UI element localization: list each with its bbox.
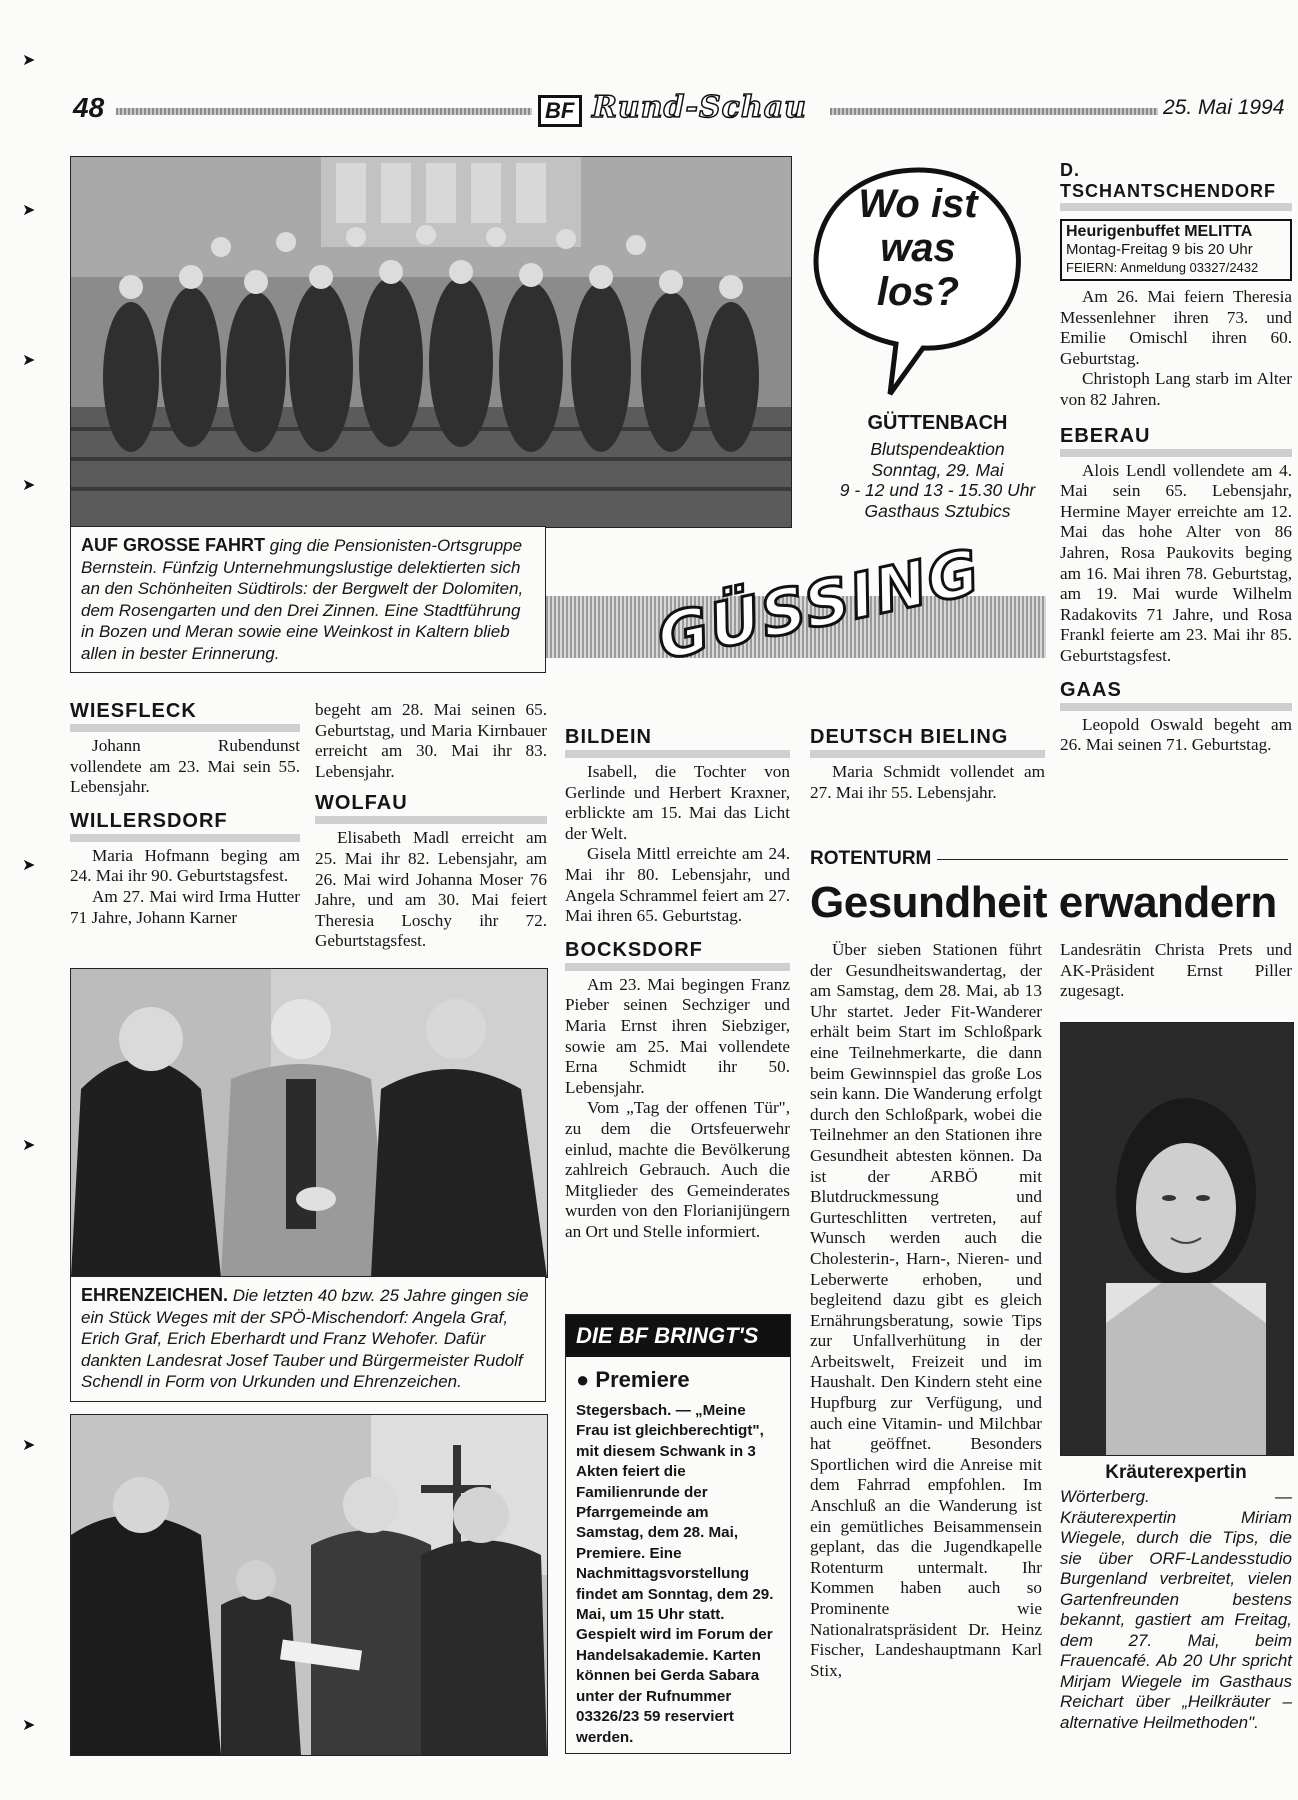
paragraph: Elisabeth Madl erreicht am 25. Mai ihr 82. Lebensjahr, am 26. Mai wird Johanna Moser 76 Jahre, und am 30. Mai feiert Theresia Loschy ihr 72. Geburtstagsfest. (315, 828, 547, 951)
kraeuter-title: Kräuterexpertin (1105, 1462, 1247, 1483)
paragraph: Isabell, die Tochter von Gerlinde und Herbert Kraxner, erblickte am 15. Mai das Licht der Welt. (565, 762, 790, 843)
paragraph: Am 23. Mai begingen Franz Pieber seinen Sechziger und Maria Ernst ihren Siebziger, sowie am 25. Mai vollendete Erna Schmidt ihr 50. Lebensjahr. (565, 974, 790, 1097)
ceremony-photo-image (71, 1415, 547, 1755)
wolfau-text (315, 828, 547, 952)
speech-bubble (808, 162, 1028, 397)
wiesfleck-text (70, 736, 300, 798)
melitta-ad (1060, 219, 1292, 281)
margin-mark: ➤ (22, 352, 36, 369)
gaas-text (1060, 715, 1292, 756)
column-4-top (810, 726, 1045, 803)
bocksdorf-text (565, 975, 790, 1243)
section-heading: WIESFLECK (70, 700, 300, 732)
award-photo-image (71, 969, 547, 1277)
margin-mark: ➤ (22, 202, 36, 219)
column-2 (315, 700, 547, 952)
rotenturm-kicker: ROTENTURM (810, 848, 937, 869)
paragraph: Landesrätin Christa Prets und AK-Präsident Ernst Piller zugesagt. (1060, 940, 1292, 1001)
header-rule-left (116, 108, 532, 115)
paragraph: Über sieben Stationen führt der Gesundheitswandertag, der am Samstag, dem 28. Mai, ab 13 Uhr startet. Jeder Fit-Wanderer erhält beim Start im Schloßpark eine Teilnehmerkarte, die dann beim Gewinnspiel das große Los sein kann. Die Wanderung erfolgt durch den Schloßpark, wobei die Teilnehmer an den Stationen ihre Gesundheit abtesten können. Da ist der ARBÖ mit Blutdruckmessung und Gurteschlitten vertreten, auf Wunsch werden auch die Cholesterin-, Harn-, Nieren- und Leberwerte erhoben, und begleitend dazu gibt es gleich Ernährungsberatung, sowie Tips zur Unfallverhütung in der Arbeitswelt, Freizeit und im Haushalt. Den Kindern steht eine Hupfburg zur Verfügung, und auch eine Vitamin- und Milchbar hat geöffnet. Besonders Sportlichen wird die Anreise mit dem Fahrrad empfohlen. Im Anschluß an die Wanderung ist ein gemütliches Beisammensein geplant, das die Jugendkapelle Rotenturm untermalt. Ihr Kommen haben auch so Prominente wie Nationalratspräsident Dr. Heinz Fischer, Landeshauptmann Karl Stix, (810, 940, 1042, 1680)
ad-title: Heurigenbuffet MELITTA (1066, 223, 1253, 240)
ad-phone: FEIERN: Anmeldung 03327/2432 (1066, 260, 1259, 275)
paragraph: Alois Lendl vollendete am 4. Mai sein 65. Lebensjahr, Hermine Mayer erreichte am 12. Mai das hohe Alter von 86 Jahren, Rosa Paukovits beging am 16. Mai ihren 78. Geburtstag, am 19. Mai wurde Wilhelm Radakovits 71 Jahre, und Rosa Frankl feierte am 23. Mai ihr 85. Geburtstagsfest. (1060, 460, 1292, 665)
kraeuter-block (1060, 1462, 1292, 1733)
margin-mark: ➤ (22, 477, 36, 494)
portrait-photo (1060, 1022, 1294, 1456)
issue-date: 25. Mai 1994 (1163, 96, 1285, 119)
award-photo-caption (70, 1276, 546, 1402)
paragraph: Am 26. Mai feiern Theresia Messenlehner ihren 73. und Emilie Omischl ihren 60. Geburtstag. (1060, 287, 1292, 368)
section-heading: BILDEIN (565, 726, 790, 758)
paragraph: Maria Schmidt vollendet am 27. Mai ihr 55. Lebensjahr. (810, 762, 1045, 802)
group-photo (70, 156, 792, 528)
section-heading: WILLERSDORF (70, 810, 300, 842)
paragraph: Maria Hofmann beging am 24. Mai ihr 90. Geburtstagsfest. (70, 845, 300, 886)
portrait-image (1061, 1023, 1293, 1455)
rotenturm-kicker-row (810, 848, 1288, 870)
column-1 (70, 700, 300, 928)
margin-mark: ➤ (22, 857, 36, 874)
ad-hours: Montag-Freitag 9 bis 20 Uhr (1066, 241, 1253, 258)
guettenbach-block (820, 412, 1055, 521)
section-heading: D. TSCHANTSCHENDORF (1060, 160, 1292, 211)
caption-text: Die letzten 40 bzw. 25 Jahre gingen sie ein Stück Weges mit der SPÖ-Mischendorf: Angela Graf, Erich Graf, Erich Eberhardt und Franz Wehofer. Dafür dankten Landesrat Josef Tauber und Bürgermeister Rudolf Schendl in Form von Urkunden und Ehrenzeichen. (81, 1286, 529, 1391)
paragraph: Johann Rubendunst vollendete am 23. Mai sein 55. Lebensjahr. (70, 736, 300, 797)
margin-mark: ➤ (22, 1717, 36, 1734)
caption-head: EHRENZEICHEN. (81, 1285, 229, 1305)
guettenbach-line: Gasthaus Sztubics (864, 500, 1011, 521)
paragraph: Leopold Oswald begeht am 26. Mai seinen 71. Geburtstag. (1060, 714, 1292, 755)
paragraph: Christoph Lang starb im Alter von 82 Jahren. (1060, 369, 1292, 409)
rotenturm-body (810, 940, 1042, 1681)
bf-bringts-title: DIE BF BRINGT'S (566, 1315, 790, 1357)
deutsch-bieling-text (810, 762, 1045, 803)
group-photo-image (71, 157, 791, 527)
column-2-cont (315, 700, 547, 782)
column-3 (565, 726, 790, 1242)
tschantschendorf-section (1060, 160, 1292, 756)
page-number: 48 (73, 92, 105, 123)
paragraph: Am 27. Mai wird Irma Hutter 71 Jahre, Johann Karner (70, 886, 300, 927)
willersdorf-text (70, 846, 300, 928)
section-heading: EBERAU (1060, 425, 1292, 457)
paragraph: begeht am 28. Mai seinen 65. Geburtstag, und Maria Kirnbauer erreicht am 30. Mai ihr 83. Lebensjahr. (315, 700, 547, 781)
section-heading: DEUTSCH BIELING (810, 726, 1045, 758)
caption-text: ging die Pensionisten-Ortsgruppe Bernstein. Fünfzig Unternehmungslustige delektierten sich an den Schönheiten Südtirols: der Bergwelt der Dolomiten, dem Rosengarten und den Drei Zinnen. Eine Stadtführung in Bozen und Meran sowie eine Weinkost in Kaltern blieb allen in bester Erinnerung. (81, 536, 524, 663)
margin-mark: ➤ (22, 1437, 36, 1454)
guettenbach-line: 9 - 12 und 13 - 15.30 Uhr (839, 480, 1036, 500)
tschantschendorf-text (1060, 287, 1292, 411)
group-photo-caption (70, 526, 546, 673)
guettenbach-heading: GÜTTENBACH (867, 412, 1008, 434)
masthead-title: Rund-Schau (592, 90, 807, 125)
margin-mark: ➤ (22, 1137, 36, 1154)
rotenturm-continuation (1060, 940, 1292, 1002)
award-photo (70, 968, 548, 1278)
section-heading: GAAS (1060, 679, 1292, 711)
caption-head: AUF GROSSE FAHRT (81, 535, 266, 555)
speech-bubble-text: Wo ist was los? (858, 182, 978, 314)
margin-mark: ➤ (22, 52, 36, 69)
kraeuter-text: Wörterberg. — Kräuterexpertin Miriam Wiegele, durch die Tips, die sie über ORF-Landesstudio Burgenland verbreitet, vielen Gartenfreunden bestens bekannt, gastiert am Freitag, dem 27. Mai, beim Frauencafé. Ab 20 Uhr spricht Mirjam Wiegele im Gasthaus Reichart über „Heilkräuter – alternative Heilmethoden". (1060, 1487, 1292, 1732)
bildein-text (565, 762, 790, 927)
section-heading: BOCKSDORF (565, 939, 790, 971)
section-heading: WOLFAU (315, 792, 547, 824)
bf-bringts-text: Stegersbach. — „Meine Frau ist gleichberechtigt", mit diesem Schwank in 3 Akten feiert die Familienrunde der Pfarrgemeinde am Samstag, dem 28. Mai, Premiere. Eine Nachmittagsvorstellung findet am Sonntag, dem 29. Mai, um 15 Uhr statt. Gespielt wird im Forum der Handelsakademie. Karten können bei Gerda Sabara unter der Rufnummer 03326/23 59 reserviert werden. (576, 1402, 774, 1746)
eberau-text (1060, 461, 1292, 667)
header-rule-right (830, 108, 1158, 115)
bf-logo (538, 95, 582, 127)
paragraph: Gisela Mittl erreichte am 24. Mai ihr 80. Lebensjahr, und Angela Schrammel feiert am 27. Mai ihren 65. Geburtstag. (565, 844, 790, 926)
bullet-icon: ● (576, 1367, 590, 1392)
bf-logo-text: BF (545, 98, 575, 123)
subhead-text: Premiere (595, 1367, 690, 1392)
rotenturm-headline: Gesundheit erwandern (810, 878, 1277, 927)
guessing-logo: GÜSSING (650, 534, 988, 675)
bf-bringts-subhead (566, 1357, 790, 1397)
bf-bringts-box (565, 1314, 791, 1754)
guettenbach-line: Blutspendeaktion (870, 439, 1005, 459)
guettenbach-line: Sonntag, 29. Mai (871, 459, 1004, 480)
ceremony-photo (70, 1414, 548, 1756)
paragraph: Vom „Tag der offenen Tür", zu dem die Ortsfeuerwehr einlud, machte die Bevölkerung zahlreich Gebrauch. Auch die Mitglieder des Gemeinderates wurden von den Florianijüngern an Ort und Stelle informiert. (565, 1098, 790, 1241)
